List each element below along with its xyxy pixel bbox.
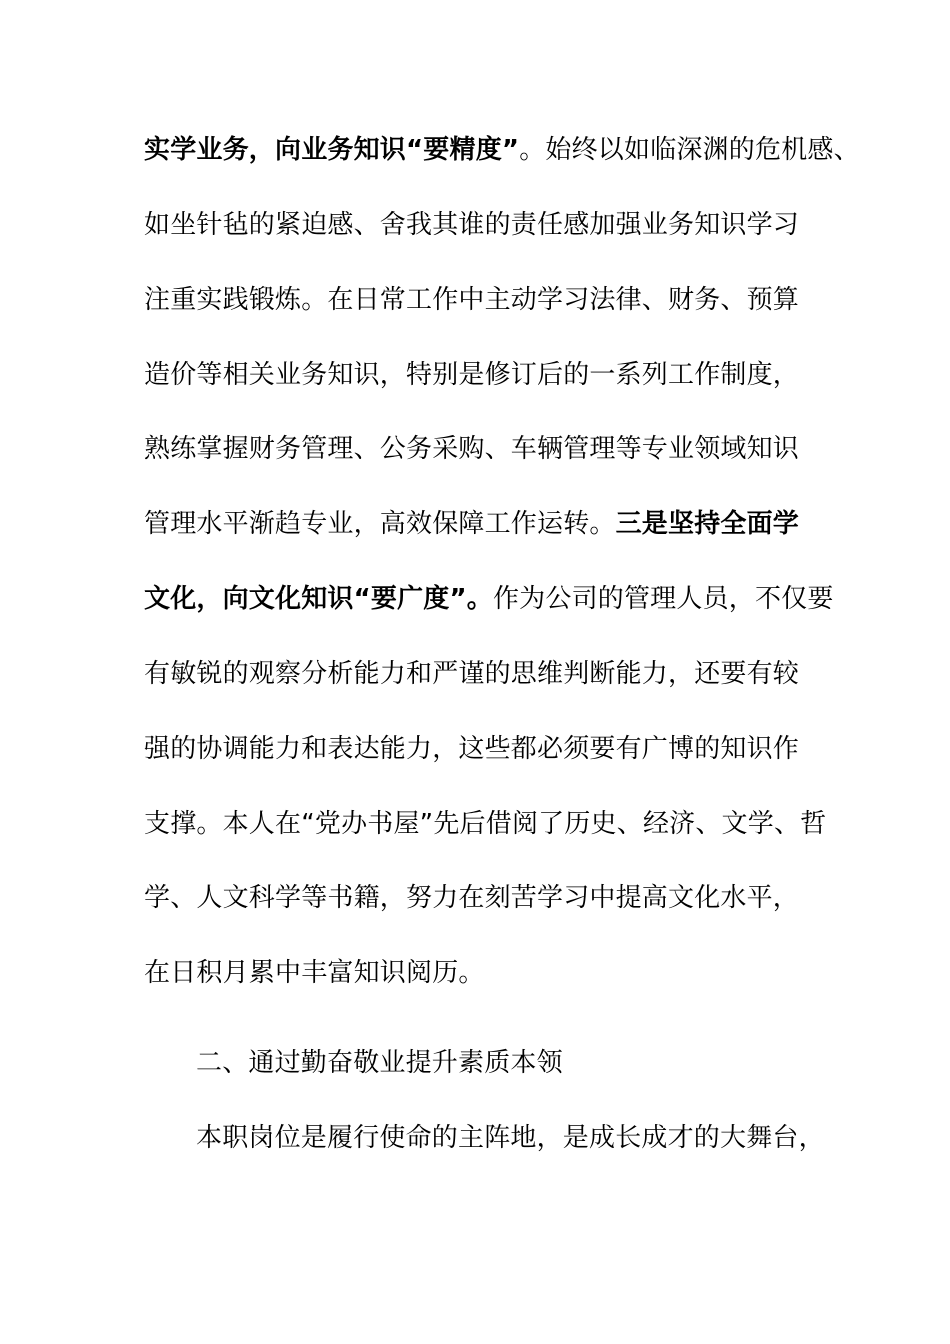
text-line-2 [144, 207, 799, 243]
text-line-6 [144, 506, 799, 542]
bold-phrase: 实学业务，向业务知识“要精度” [144, 135, 520, 165]
line-text: 如坐针毡的紧迫感、舍我其谁的责任感加强业务知识学习 [144, 210, 800, 240]
text-line-3 [144, 282, 799, 318]
line-text: 注重实践锻炼。在日常工作中主动学习法律、财务、预算 [144, 285, 800, 315]
bold-phrase: 文化，向文化知识“要广度”。 [144, 584, 493, 614]
line-text: 造价等相关业务知识，特别是修订后的一系列工作制度， [144, 360, 800, 390]
line-text: 支撑。本人在“党办书屋”先后借阅了历史、经济、文学、哲 [144, 809, 827, 839]
text-line-5 [144, 431, 799, 467]
bold-phrase: 三是坚持全面学 [615, 509, 800, 539]
section-heading: 二、通过勤奋敬业提升素质本领 [196, 1048, 563, 1078]
line-text: 学、人文科学等书籍，努力在刻苦学习中提高文化水平， [144, 883, 800, 913]
line-text: 有敏锐的观察分析能力和严谨的思维判断能力，还要有较 [144, 659, 800, 689]
text-line-4 [144, 357, 799, 393]
text-line-9 [144, 731, 799, 767]
text-line-7 [144, 581, 834, 617]
line-text: 熟练掌握财务管理、公务采购、车辆管理等专业领域知识 [144, 434, 800, 464]
text-line-1 [144, 132, 860, 168]
line-text: 管理水平渐趋专业，高效保障工作运转。 [144, 509, 616, 539]
text-line-11 [144, 880, 799, 916]
line-text: 。始终以如临深渊的危机感、 [519, 135, 860, 165]
text-line-8 [144, 656, 799, 692]
line-text: 在日积月累中丰富知识阅历。 [144, 958, 485, 988]
line-text: 强的协调能力和表达能力，这些都必须要有广博的知识作 [144, 734, 800, 764]
text-line-10 [144, 806, 826, 842]
text-line-12 [144, 955, 485, 991]
line-text: 作为公司的管理人员，不仅要 [492, 584, 834, 614]
paragraph-start: 本职岗位是履行使命的主阵地，是成长成才的大舞台， [196, 1123, 825, 1153]
